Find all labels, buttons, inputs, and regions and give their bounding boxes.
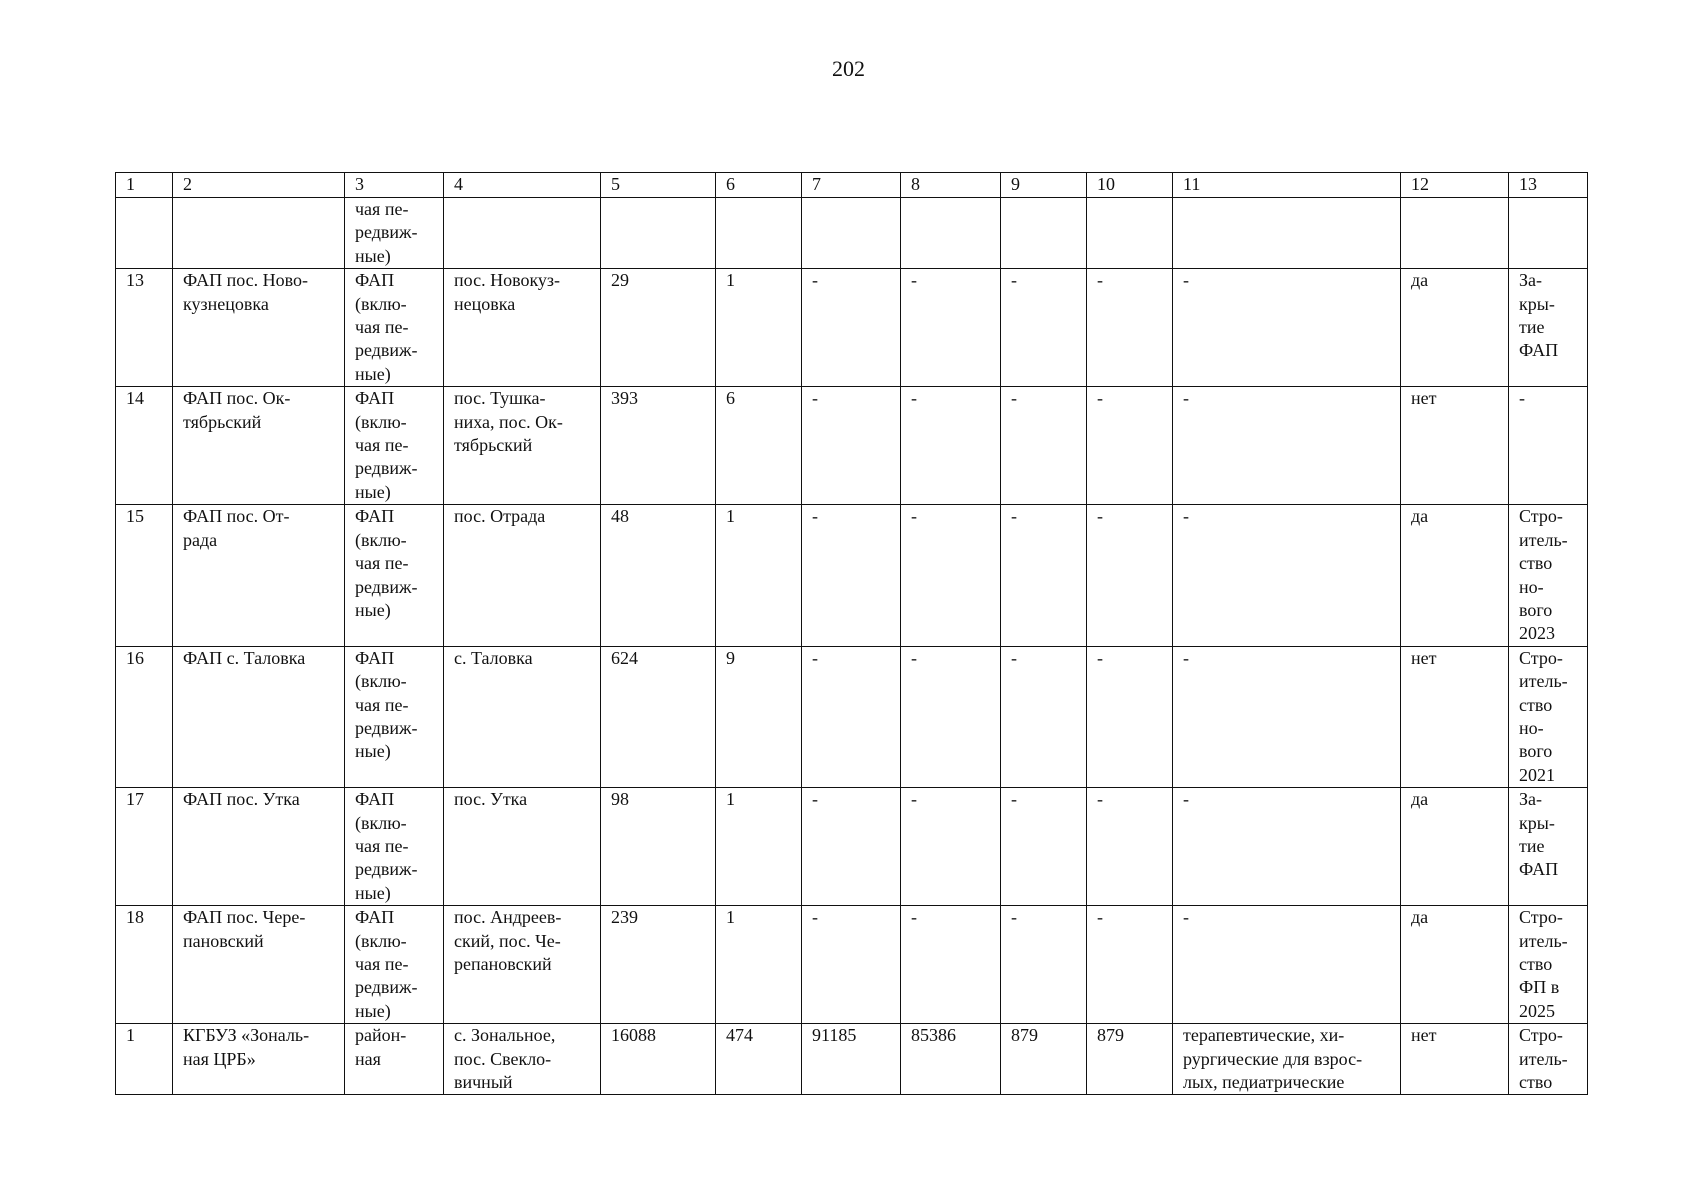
cell-text-line: -	[812, 388, 818, 409]
cell-text-line: с. Таловка	[454, 647, 533, 668]
table-cell-col-11	[1173, 505, 1401, 646]
cell-text-line: тябрьский	[454, 435, 533, 456]
cell-text-line: итель-	[1519, 1048, 1568, 1069]
cell-text-line: итель-	[1519, 671, 1568, 692]
cell-text-line: ные)	[355, 245, 391, 266]
table-cell-col-7	[802, 269, 901, 387]
cell-text-line: -	[1011, 270, 1017, 291]
table-cell-col-11	[1173, 1024, 1401, 1095]
cell-text-line: 2021	[1519, 764, 1555, 785]
table-cell-col-4	[444, 505, 601, 646]
cell-text-line: ФАП	[355, 506, 395, 527]
cell-text-line: ФАП	[355, 907, 395, 928]
column-header-8: 8	[901, 173, 1001, 198]
cell-text-line: ство	[1519, 954, 1553, 974]
cell-text-line: 474	[726, 1025, 753, 1046]
table-cell-col-10	[1087, 906, 1173, 1024]
cell-text-line: (вклю-	[355, 812, 407, 833]
table-cell-col-2	[173, 646, 345, 787]
cell-text-line: итель-	[1519, 930, 1568, 951]
cell-text-line: -	[812, 789, 818, 810]
column-header-10: 10	[1087, 173, 1173, 198]
table-cell-col-10	[1087, 788, 1173, 906]
column-header-5: 5	[601, 173, 716, 198]
cell-text-line: 48	[611, 506, 629, 527]
table-cell-col-13	[1509, 387, 1588, 505]
cell-text-line: пос. Отрада	[454, 506, 546, 527]
cell-text-line: -	[1519, 388, 1525, 409]
table-cell-col-11	[1173, 788, 1401, 906]
table-cell-col-13	[1509, 906, 1588, 1024]
cell-text-line: (вклю-	[355, 293, 407, 314]
cell-text-line: редвиж-	[355, 576, 418, 597]
table-cell-col-4	[444, 387, 601, 505]
cell-text-line: (вклю-	[355, 930, 407, 951]
cell-text-line: терапевтические, хи-	[1183, 1025, 1345, 1046]
cell-text-line: пос. Новокуз-	[454, 270, 561, 291]
table-cell-col-13	[1509, 198, 1588, 269]
cell-text-line: редвиж-	[355, 340, 418, 361]
cell-text-line: редвиж-	[355, 859, 418, 880]
table-cell-col-3	[345, 906, 444, 1024]
cell-text-line: -	[1011, 506, 1017, 527]
cell-text-line: -	[1011, 789, 1017, 810]
cell-text-line: ные)	[355, 599, 391, 620]
cell-text-line: 1	[726, 789, 735, 810]
cell-text-line: -	[1097, 789, 1103, 810]
table-cell-col-2	[173, 906, 345, 1024]
table-cell-col-1	[116, 646, 173, 787]
table-cell-col-9	[1001, 646, 1087, 787]
table-header-row	[116, 173, 1588, 198]
cell-text-line: 16	[126, 647, 144, 668]
cell-text-line: -	[911, 388, 917, 409]
cell-text-line: ство	[1519, 694, 1553, 715]
cell-text-line: -	[1011, 907, 1017, 928]
table-cell-col-11	[1173, 387, 1401, 505]
table-cell-col-2	[173, 269, 345, 387]
table-cell-col-12	[1401, 387, 1509, 505]
cell-text-line: -	[911, 506, 917, 527]
cell-text-line: ство	[1519, 1072, 1553, 1093]
table-cell-col-12	[1401, 269, 1509, 387]
table-cell-col-9	[1001, 906, 1087, 1024]
cell-text-line: вого	[1519, 741, 1553, 762]
cell-text-line: лых, педиатрические	[1183, 1072, 1345, 1093]
cell-text-line: пановский	[183, 930, 264, 951]
column-header-1: 1	[116, 173, 173, 198]
table-cell-col-12	[1401, 505, 1509, 646]
cell-text-line: нецовка	[454, 293, 516, 314]
table-cell-col-10	[1087, 198, 1173, 269]
cell-text-line: пос. Утка	[454, 789, 528, 810]
cell-text-line: 879	[1097, 1025, 1124, 1046]
table-cell-col-13	[1509, 1024, 1588, 1095]
table-cell-col-9	[1001, 198, 1087, 269]
cell-text-line: район-	[355, 1025, 407, 1046]
table-cell-col-8	[901, 788, 1001, 906]
cell-text-line: 2025	[1519, 1000, 1555, 1021]
cell-text-line: ский, пос. Че-	[454, 930, 561, 951]
table-row	[116, 906, 1588, 1024]
table-cell-col-3	[345, 646, 444, 787]
cell-text-line: 18	[126, 907, 144, 928]
cell-text-line: -	[1183, 270, 1189, 291]
table-row	[116, 788, 1588, 906]
cell-text-line: да	[1411, 506, 1429, 527]
table-cell-col-3	[345, 269, 444, 387]
table-cell-col-4	[444, 198, 601, 269]
cell-text-line: 393	[611, 388, 638, 409]
table-cell-col-8	[901, 906, 1001, 1024]
table-cell-col-6	[716, 906, 802, 1024]
cell-text-line: тие	[1519, 835, 1545, 856]
table-cell-col-10	[1087, 505, 1173, 646]
cell-text-line: пос. Свекло-	[454, 1048, 552, 1069]
table-cell-col-3	[345, 788, 444, 906]
cell-text-line: пос. Тушка-	[454, 388, 546, 409]
cell-text-line: 14	[126, 388, 144, 409]
cell-text-line: ФАП	[355, 647, 395, 668]
cell-text-line: ФАП пос. Ок-	[183, 388, 291, 409]
table-cell-col-10	[1087, 269, 1173, 387]
cell-text-line: рада	[183, 529, 218, 550]
cell-text-line: 85386	[911, 1025, 956, 1046]
table-cell-col-4	[444, 269, 601, 387]
table-cell-col-8	[901, 505, 1001, 646]
table-cell-col-13	[1509, 505, 1588, 646]
cell-text-line: 1	[726, 907, 735, 928]
cell-text-line: рургические для взрос-	[1183, 1048, 1363, 1069]
cell-text-line: -	[911, 907, 917, 928]
cell-text-line: тие	[1519, 317, 1545, 338]
column-header-11: 11	[1173, 173, 1401, 198]
cell-text-line: -	[1097, 647, 1103, 668]
cell-text-line: ФАП пос. От-	[183, 506, 290, 527]
cell-text-line: ные)	[355, 1000, 391, 1021]
cell-text-line: ные)	[355, 363, 391, 384]
table-cell-col-11	[1173, 906, 1401, 1024]
table-cell-col-7	[802, 906, 901, 1024]
table-cell-col-5	[601, 505, 716, 646]
cell-text-line: Стро-	[1519, 1025, 1563, 1046]
table-cell-col-2	[173, 788, 345, 906]
table-cell-col-10	[1087, 1024, 1173, 1095]
cell-text-line: -	[1183, 388, 1189, 409]
column-header-9: 9	[1001, 173, 1087, 198]
table-cell-col-11	[1173, 269, 1401, 387]
table-cell-col-3	[345, 198, 444, 269]
table-row	[116, 646, 1588, 787]
table-cell-col-9	[1001, 387, 1087, 505]
table-cell-col-1	[116, 1024, 173, 1095]
table-cell-col-6	[716, 387, 802, 505]
cell-text-line: кры-	[1519, 293, 1555, 314]
cell-text-line: редвиж-	[355, 717, 418, 738]
table-cell-col-7	[802, 788, 901, 906]
column-header-13: 13	[1509, 173, 1588, 198]
cell-text-line: ФАП пос. Ново-	[183, 270, 309, 291]
cell-text-line: -	[911, 647, 917, 668]
table-cell-col-12	[1401, 788, 1509, 906]
cell-text-line: 29	[611, 270, 629, 291]
table-cell-col-6	[716, 788, 802, 906]
cell-text-line: 13	[126, 270, 144, 291]
cell-text-line: чая пе-	[355, 317, 409, 338]
cell-text-line: чая пе-	[355, 435, 409, 456]
table-cell-col-8	[901, 198, 1001, 269]
table-cell-col-5	[601, 198, 716, 269]
table-cell-col-8	[901, 646, 1001, 787]
cell-text-line: ФАП с. Таловка	[183, 647, 306, 668]
cell-text-line: 9	[726, 647, 735, 668]
cell-text-line: -	[812, 506, 818, 527]
column-header-4: 4	[444, 173, 601, 198]
table-cell-col-5	[601, 387, 716, 505]
cell-text-line: но-	[1519, 576, 1544, 597]
cell-text-line: (вклю-	[355, 671, 407, 692]
table-cell-col-12	[1401, 198, 1509, 269]
table-cell-col-6	[716, 198, 802, 269]
table-cell-col-9	[1001, 269, 1087, 387]
table-cell-col-11	[1173, 646, 1401, 787]
table-cell-col-4	[444, 646, 601, 787]
table-cell-col-1	[116, 505, 173, 646]
cell-text-line: -	[1183, 506, 1189, 527]
cell-text-line: пос. Андреев-	[454, 907, 562, 928]
cell-text-line: редвиж-	[355, 977, 418, 998]
cell-text-line: Стро-	[1519, 907, 1563, 928]
cell-text-line: но-	[1519, 717, 1544, 738]
cell-text-line: 1	[126, 1025, 135, 1046]
table-cell-col-10	[1087, 387, 1173, 505]
cell-text-line: -	[1011, 388, 1017, 409]
table-row	[116, 505, 1588, 646]
page-number: 202	[832, 56, 865, 81]
cell-text-line: нет	[1411, 1025, 1437, 1046]
table-cell-col-5	[601, 788, 716, 906]
table-cell-col-6	[716, 505, 802, 646]
table-cell-col-3	[345, 387, 444, 505]
cell-text-line: -	[911, 270, 917, 291]
table-cell-col-5	[601, 906, 716, 1024]
cell-text-line: чая пе-	[355, 835, 409, 856]
table-cell-col-8	[901, 269, 1001, 387]
cell-text-line: редвиж-	[355, 222, 418, 243]
cell-text-line: 98	[611, 789, 629, 810]
cell-text-line: КГБУЗ «Зональ-	[183, 1025, 310, 1046]
table-cell-col-12	[1401, 1024, 1509, 1095]
table-cell-col-4	[444, 788, 601, 906]
cell-text-line: 17	[126, 789, 144, 810]
table-cell-col-4	[444, 906, 601, 1024]
cell-text-line: ФАП	[355, 270, 395, 291]
table-cell-col-2	[173, 387, 345, 505]
cell-text-line: -	[1097, 388, 1103, 409]
table-cell-col-6	[716, 1024, 802, 1095]
table-cell-col-9	[1001, 788, 1087, 906]
column-header-7: 7	[802, 173, 901, 198]
cell-text-line: ные)	[355, 882, 391, 903]
cell-text-line: ФАП	[1519, 340, 1559, 361]
cell-text-line: ФАП пос. Утка	[183, 789, 300, 810]
cell-text-line: чая пе-	[355, 553, 409, 574]
cell-text-line: ФАП пос. Чере-	[183, 907, 306, 928]
table-cell-col-6	[716, 646, 802, 787]
cell-text-line: чая пе-	[355, 199, 409, 219]
table-cell-col-5	[601, 269, 716, 387]
cell-text-line: редвиж-	[355, 458, 418, 479]
cell-text-line: -	[812, 907, 818, 928]
table-cell-col-13	[1509, 788, 1588, 906]
table-cell-col-12	[1401, 646, 1509, 787]
cell-text-line: ФП в	[1519, 977, 1560, 998]
cell-text-line: -	[812, 647, 818, 668]
cell-text-line: ФАП	[355, 388, 395, 409]
cell-text-line: ная ЦРБ»	[183, 1048, 256, 1069]
cell-text-line: вичный	[454, 1072, 513, 1093]
table-cell-col-7	[802, 198, 901, 269]
cell-text-line: ная	[355, 1048, 381, 1069]
cell-text-line: Стро-	[1519, 506, 1563, 527]
cell-text-line: нет	[1411, 647, 1437, 668]
table-cell-col-1	[116, 387, 173, 505]
cell-text-line: -	[1097, 506, 1103, 527]
table-cell-col-7	[802, 1024, 901, 1095]
table-cell-col-9	[1001, 505, 1087, 646]
cell-text-line: 1	[726, 270, 735, 291]
cell-text-line: ство	[1519, 553, 1553, 574]
cell-text-line: ные)	[355, 741, 391, 762]
cell-text-line: (вклю-	[355, 529, 407, 550]
cell-text-line: да	[1411, 270, 1429, 291]
cell-text-line: -	[911, 789, 917, 810]
table-cell-col-7	[802, 387, 901, 505]
cell-text-line: -	[1183, 789, 1189, 810]
table-cell-col-10	[1087, 646, 1173, 787]
cell-text-line: кры-	[1519, 812, 1555, 833]
cell-text-line: 624	[611, 647, 638, 668]
table-cell-col-11	[1173, 198, 1401, 269]
cell-text-line: -	[1097, 907, 1103, 928]
cell-text-line: -	[1183, 907, 1189, 928]
table-row	[116, 387, 1588, 505]
table-cell-col-8	[901, 1024, 1001, 1095]
cell-text-line: да	[1411, 789, 1429, 810]
cell-text-line: да	[1411, 907, 1429, 928]
table-cell-col-5	[601, 646, 716, 787]
cell-text-line: нет	[1411, 388, 1437, 409]
cell-text-line: ные)	[355, 481, 391, 502]
table-cell-col-7	[802, 505, 901, 646]
cell-text-line: 6	[726, 388, 735, 409]
table-cell-col-3	[345, 1024, 444, 1095]
cell-text-line: ФАП	[1519, 859, 1559, 880]
table-cell-col-3	[345, 505, 444, 646]
table-cell-col-4	[444, 1024, 601, 1095]
cell-text-line: 879	[1011, 1025, 1038, 1046]
table-cell-col-2	[173, 505, 345, 646]
table-cell-col-1	[116, 788, 173, 906]
cell-text-line: (вклю-	[355, 411, 407, 432]
table-row	[116, 198, 1588, 269]
table-cell-col-13	[1509, 269, 1588, 387]
cell-text-line: ниха, пос. Ок-	[454, 411, 563, 432]
table-cell-col-5	[601, 1024, 716, 1095]
column-header-6: 6	[716, 173, 802, 198]
column-header-3: 3	[345, 173, 444, 198]
table-cell-col-2	[173, 1024, 345, 1095]
cell-text-line: с. Зональное,	[454, 1025, 556, 1046]
cell-text-line: тябрьский	[183, 411, 262, 432]
cell-text-line: -	[812, 270, 818, 291]
cell-text-line: кузнецовка	[183, 293, 269, 314]
cell-text-line: За-	[1519, 270, 1543, 291]
table-cell-col-12	[1401, 906, 1509, 1024]
cell-text-line: -	[1097, 270, 1103, 291]
cell-text-line: 239	[611, 907, 638, 928]
cell-text-line: чая пе-	[355, 954, 409, 974]
cell-text-line: Стро-	[1519, 647, 1563, 668]
cell-text-line: чая пе-	[355, 694, 409, 715]
cell-text-line: -	[1183, 647, 1189, 668]
cell-text-line: 1	[726, 506, 735, 527]
cell-text-line: За-	[1519, 789, 1543, 810]
table-cell-col-1	[116, 198, 173, 269]
table-cell-col-7	[802, 646, 901, 787]
table-cell-col-1	[116, 269, 173, 387]
table-row	[116, 269, 1588, 387]
table-cell-col-1	[116, 906, 173, 1024]
table-cell-col-2	[173, 198, 345, 269]
cell-text-line: 2023	[1519, 623, 1555, 644]
cell-text-line: вого	[1519, 599, 1553, 620]
cell-text-line: 15	[126, 506, 144, 527]
table-cell-col-6	[716, 269, 802, 387]
column-header-2: 2	[173, 173, 345, 198]
data-table	[115, 172, 1588, 1095]
table-cell-col-9	[1001, 1024, 1087, 1095]
table-cell-col-13	[1509, 646, 1588, 787]
column-header-12: 12	[1401, 173, 1509, 198]
cell-text-line: итель-	[1519, 529, 1568, 550]
cell-text-line: 91185	[812, 1025, 857, 1046]
table-cell-col-8	[901, 387, 1001, 505]
cell-text-line: репановский	[454, 954, 552, 974]
cell-text-line: 16088	[611, 1025, 656, 1046]
table-row	[116, 1024, 1588, 1095]
cell-text-line: ФАП	[355, 789, 395, 810]
cell-text-line: -	[1011, 647, 1017, 668]
